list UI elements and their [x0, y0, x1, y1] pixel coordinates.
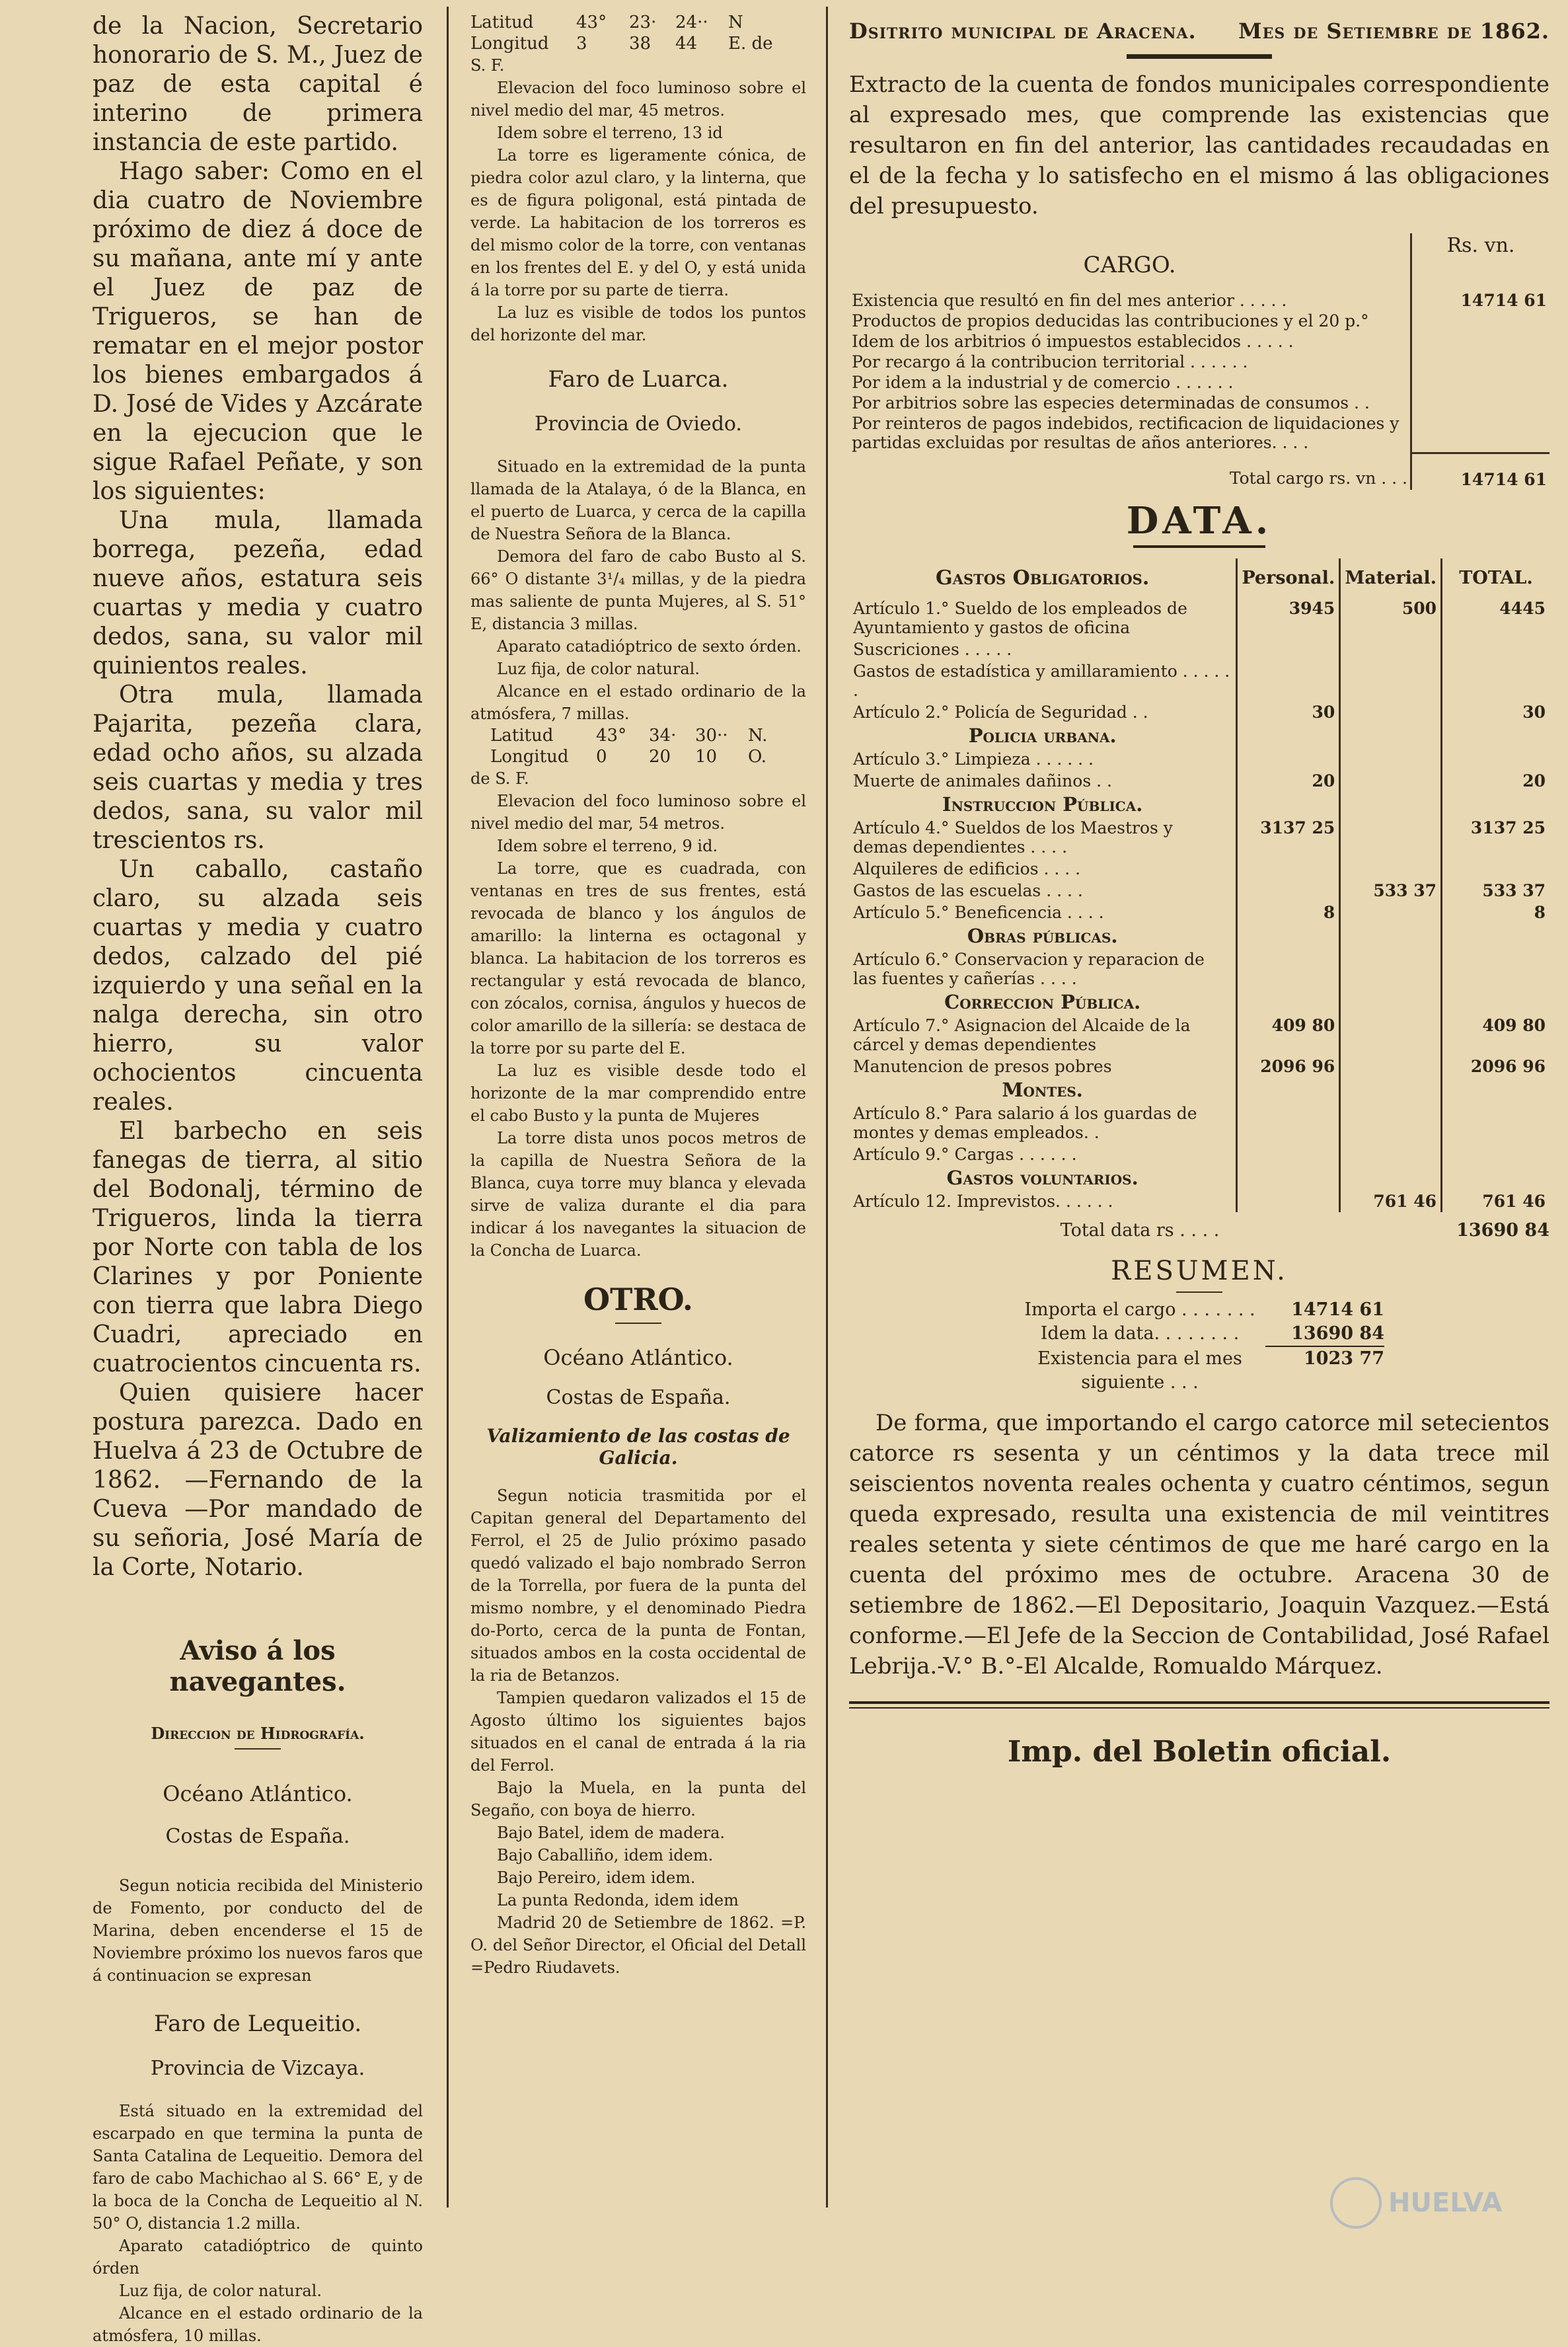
material-value — [1340, 817, 1442, 858]
stamp-text: HUELVA — [1388, 2188, 1503, 2218]
personal-value — [1237, 1190, 1340, 1212]
table-row — [849, 1102, 1549, 1143]
section-heading: Valizamiento de las costas de Galicia. — [486, 1425, 790, 1469]
total-value — [1442, 1102, 1550, 1143]
section-heading: Instruccion Pública. — [942, 792, 1143, 816]
longitude-row — [470, 33, 806, 54]
header-date: Mes de Setiembre de 1862. — [1238, 19, 1549, 44]
total-value — [1442, 948, 1550, 989]
table-row — [849, 1056, 1549, 1077]
material-value — [1340, 902, 1442, 923]
paragraph: Bajo Batel, idem de madera. — [497, 1824, 726, 1842]
material-value — [1340, 660, 1442, 701]
material-value — [1340, 948, 1442, 989]
paragraph: S. F. — [470, 56, 505, 75]
table-row — [849, 393, 1549, 413]
total-value — [1442, 660, 1550, 701]
paragraph: Está situado en la extremidad del escarpado en que termina la punta de Santa Catalina de Lequeitio. Demora del faro de cabo Machichao al S. 66° E, y de la boca de la Concha de Lequeitio al N. 50° O, distancia 1.2 milla. — [93, 2102, 423, 2233]
total-value — [1442, 748, 1550, 770]
table-row — [849, 880, 1549, 902]
table-row — [849, 352, 1549, 372]
row-label: Artículo 3.° Limpieza . . . . . . — [853, 749, 1094, 769]
section-row — [849, 1077, 1549, 1102]
personal-value — [1237, 880, 1340, 902]
total-value: 761 46 — [1442, 1190, 1550, 1212]
empty-cell — [1340, 923, 1442, 948]
row-label: Artículo 9.° Cargas . . . . . . — [853, 1144, 1077, 1164]
row-label: Artículo 8.° Para salario á los guardas de montes y demas empleados. . — [853, 1103, 1197, 1142]
row-label: Alquileres de edificios . . . . — [853, 859, 1081, 878]
paragraph: El barbecho en seis fanegas de tierra, al sitio del Bodonalj, término de Trigueros, linda la tierra por Norte con tabla de los Clarines y por Poniente con tierra que labra Diego Cuadri, apreciado en cuatrocientos cincuenta rs. — [93, 1118, 423, 1377]
table-row — [849, 597, 1549, 638]
cargo-label: Por arbitrios sobre las especies determinadas de consumos . . — [852, 393, 1370, 412]
empty-cell — [1340, 1165, 1442, 1190]
total-data-value: 13690 84 — [1456, 1219, 1549, 1241]
section-heading: Faro de Luarca. — [548, 366, 729, 393]
coord-value: 20 — [649, 747, 671, 767]
section-row — [849, 1165, 1549, 1190]
total-value: 409 80 — [1442, 1015, 1550, 1056]
divider — [1127, 54, 1272, 59]
table-row — [849, 638, 1549, 660]
section-heading: Costas de España. — [546, 1386, 731, 1409]
row-label: Artículo 1.° Sueldo de los empleados de Ayuntamiento y gastos de oficina — [853, 598, 1187, 637]
cargo-label: Existencia que resultó en fin del mes anterior . . . . . — [852, 291, 1287, 310]
paragraph: de S. F. — [470, 769, 529, 788]
coord-value: E. de — [728, 34, 773, 54]
paragraph: La torre dista unos pocos metros de la capilla de Nuestra Señora de la Blanca, cuya torre muy blanca y elevada sirve de valiza durante el dia para indicar á los navegantes la situacion de la Concha de Luarca. — [470, 1129, 806, 1260]
coord-label: Latitud — [490, 726, 554, 746]
paragraph: Elevacion del foco luminoso sobre el nivel medio del mar, 54 metros. — [470, 792, 806, 833]
empty-cell — [1442, 792, 1550, 817]
coord-value: 43° — [576, 13, 607, 32]
table-row — [849, 817, 1549, 858]
coord-value: 10 — [695, 747, 718, 767]
cargo-label: Por recargo á la contribucion territorial . . . . . . — [852, 352, 1248, 371]
divider — [1176, 1291, 1222, 1293]
column-2 — [470, 12, 806, 1979]
row-label: Muerte de animales dañinos . . — [853, 771, 1112, 790]
coord-label: Longitud — [490, 747, 569, 767]
total-cargo-label: Total cargo rs. vn . . . — [1229, 469, 1407, 488]
paragraph: Bajo la Muela, en la punta del Segaño, con boya de hierro. — [470, 1779, 806, 1820]
resumen-label: Idem la data. . . . . . . . — [1040, 1323, 1240, 1344]
section-row — [849, 989, 1549, 1015]
resumen-value: 1023 77 — [1303, 1348, 1384, 1369]
table-row — [849, 770, 1549, 792]
row-label: Artículo 12. Imprevistos. . . . . . — [853, 1191, 1113, 1211]
empty-cell — [1442, 723, 1550, 748]
row-label: Artículo 7.° Asignacion del Alcaide de la cárcel y demas dependientes — [853, 1015, 1191, 1054]
row-label: Artículo 2.° Policía de Seguridad . . — [853, 702, 1148, 722]
material-value: 533 37 — [1340, 880, 1442, 902]
cargo-title: CARGO. — [1083, 252, 1176, 278]
paragraph: Situado en la extremidad de la punta llamada de la Atalaya, ó de la Blanca, en el puerto de Luarca, y cerca de la capilla de Nuestra Señora de la Blanca. — [470, 457, 806, 543]
personal-value — [1237, 1143, 1340, 1165]
longitude-row — [470, 746, 806, 767]
latitude-row — [470, 725, 806, 746]
table-row — [849, 1143, 1549, 1165]
material-value — [1340, 770, 1442, 792]
paragraph: Idem sobre el terreno, 9 id. — [497, 837, 718, 855]
total-value — [1442, 1143, 1550, 1165]
section-heading: Policia urbana. — [968, 724, 1117, 747]
coord-value: 30·· — [695, 726, 728, 746]
seal-icon — [1330, 2177, 1382, 2229]
empty-cell — [1237, 792, 1340, 817]
column-divider — [826, 7, 828, 2208]
row-label: Suscriciones . . . . . — [853, 639, 1012, 659]
table-row — [849, 311, 1549, 331]
paragraph: La luz es visible de todos los puntos del horizonte del mar. — [470, 303, 806, 344]
total-data-row — [849, 1219, 1549, 1243]
personal-value: 20 — [1237, 770, 1340, 792]
total-value: 533 37 — [1442, 880, 1550, 902]
paragraph: Aparato catadióptrico de sexto órden. — [497, 637, 802, 656]
library-stamp — [1330, 2176, 1542, 2229]
coord-value: N. — [748, 726, 768, 746]
paragraph: Una mula, llamada borrega, pezeña, edad nueve años, estatura seis cuartas y media y cuatro dedos, sana, su valor mil quinientos reales. — [93, 507, 423, 679]
cargo-value — [1411, 413, 1550, 453]
divider — [1133, 545, 1265, 548]
material-value: 761 46 — [1340, 1190, 1442, 1212]
column-1 — [93, 12, 423, 2347]
row-label: Artículo 5.° Beneficencia . . . . — [853, 902, 1104, 922]
paragraph: Bajo Caballiño, idem idem. — [497, 1846, 714, 1865]
empty-cell — [1237, 923, 1340, 948]
paragraph: Hago saber: Como en el dia cuatro de Noviembre próximo de diez á doce de su mañana, ante mí y ante el Juez de paz de Trigueros, se han de rematar en el mejor postor los bienes embargados á D. José de Vides y Azcárate en la ejecucion que le sigue Rafael Peñate, y son los siguientes: — [93, 158, 423, 505]
table-row — [849, 1015, 1549, 1056]
paragraph: La punta Redonda, idem idem — [497, 1891, 739, 1909]
extract-paragraph: Extracto de la cuenta de fondos municipales correspondiente al expresado mes, que comprende las existencias que resultaron en fin del anterior, las cantidades recaudadas en el de la fecha y lo satisfecho en el mismo á las obligaciones del presupuesto. — [849, 71, 1549, 219]
resumen-row — [1014, 1322, 1384, 1347]
printer-imprint: Imp. del Boletin oficial. — [1007, 1734, 1392, 1769]
section-heading: OTRO. — [583, 1282, 693, 1317]
cargo-label: Por idem a la industrial y de comercio . . . . . . — [852, 373, 1234, 392]
paragraph: Bajo Pereiro, idem idem. — [497, 1868, 696, 1887]
table-row — [849, 948, 1549, 989]
paragraph: Alcance en el estado ordinario de la atmósfera, 7 millas. — [470, 682, 806, 723]
empty-cell — [1340, 723, 1442, 748]
coord-value: 0 — [596, 747, 607, 767]
material-value — [1340, 1056, 1442, 1077]
coord-value: 23· — [629, 13, 657, 32]
table-row — [849, 902, 1549, 923]
page-header — [849, 19, 1549, 44]
section-heading: Direccion de Hidrografía. — [151, 1724, 365, 1743]
total-value: 8 — [1442, 902, 1550, 923]
resumen-value: 13690 84 — [1265, 1322, 1384, 1347]
empty-cell — [1442, 989, 1550, 1015]
total-header: TOTAL. — [1442, 558, 1550, 597]
section-heading: Faro de Lequeitio. — [153, 2011, 362, 2037]
paragraph: Luz fija, de color natural. — [497, 660, 700, 678]
coord-value: N — [728, 13, 743, 32]
personal-value: 8 — [1237, 902, 1340, 923]
header-district: Dsitrito municipal de Aracena. — [849, 19, 1197, 44]
paragraph: Madrid 20 de Setiembre de 1862. =P. O. del Señor Director, el Oficial del Detall =Pedro Riudavets. — [470, 1913, 806, 1977]
cargo-value — [1411, 372, 1550, 393]
material-value — [1340, 1015, 1442, 1056]
row-label: Gastos de estadística y amillaramiento . . . . . . — [853, 661, 1230, 700]
total-cargo-value: 14714 61 — [1411, 453, 1550, 490]
section-heading: Costas de España. — [165, 1825, 350, 1848]
row-label: Manutencion de presos pobres — [853, 1056, 1112, 1076]
table-row — [849, 858, 1549, 880]
section-heading: Gastos voluntarios. — [946, 1166, 1139, 1189]
total-value: 2096 96 — [1442, 1056, 1550, 1077]
cargo-label: Por reinteros de pagos indebidos, rectificacion de liquidaciones y partidas excluidas por resultas de años anteriores. . . . — [852, 414, 1400, 452]
divider — [615, 1323, 661, 1324]
cargo-table — [849, 233, 1549, 490]
coord-label: Longitud — [470, 34, 549, 54]
cargo-value: 14714 61 — [1411, 290, 1550, 311]
paragraph: La luz es visible desde todo el horizonte de la mar comprendido entre el cabo Busto y la punta de Mujeres — [470, 1061, 806, 1125]
gastos-header: Gastos Obligatorios. — [936, 566, 1150, 590]
coord-value: 43° — [596, 726, 627, 746]
table-row — [849, 331, 1549, 352]
closing-paragraph: De forma, que importando el cargo catorce mil setecientos catorce rs sesenta y un céntimos y la data trece mil seiscientos noventa reales ochenta y cuatro céntimos, segun queda expresado, resulta una existencia de mil veintitres reales setenta y siete céntimos de que me haré cargo en la cuenta del próximo mes de octubre. Aracena 30 de setiembre de 1862.—El Depositario, Joaquin Vazquez.—Está conforme.—El Jefe de la Seccion de Contabilidad, José Rafael Lebrija.-V.° B.°-El Alcalde, Romualdo Márquez. — [849, 1409, 1549, 1679]
material-value — [1340, 1143, 1442, 1165]
paragraph: Un caballo, castaño claro, su alzada seis cuartas y media y cuatro dedos, calzado del pié izquierdo y una señal en la nalga derecha, sin otro hierro, su valor ochocientos cincuenta reales. — [93, 856, 423, 1116]
paragraph: Segun noticia recibida del Ministerio de Fomento, por conducto del de Marina, deben encenderse el 15 de Noviembre próximo los nuevos faros que á continuacion se expresan — [93, 1876, 423, 1985]
paragraph: Quien quisiere hacer postura parezca. Dado en Huelva á 23 de Octubre de 1862. —Fernando de la Cueva —Por mandado de su señoria, José María de la Corte, Notario. — [93, 1379, 423, 1581]
row-label: Artículo 4.° Sueldos de los Maestros y demas dependientes . . . . — [853, 818, 1173, 857]
total-value — [1442, 638, 1550, 660]
resumen-row — [1014, 1298, 1384, 1322]
table-row — [849, 1190, 1549, 1212]
total-value — [1442, 858, 1550, 880]
paragraph: La torre es ligeramente cónica, de piedra color azul claro, y la linterna, que es de figura poligonal, está pintada de verde. La habitacion de los torreros es del mismo color de la torre, con ventanas en los frentes del E. y del O, y está unida á la torre por su parte de tierra. — [470, 146, 806, 299]
empty-cell — [1442, 1165, 1550, 1190]
table-row — [849, 372, 1549, 393]
personal-value — [1237, 858, 1340, 880]
personal-value — [1237, 948, 1340, 989]
personal-value — [1237, 660, 1340, 701]
total-value: 20 — [1442, 770, 1550, 792]
material-value — [1340, 748, 1442, 770]
empty-cell — [1237, 1165, 1340, 1190]
section-heading: Obras públicas. — [967, 924, 1118, 947]
coord-value: 24·· — [675, 13, 708, 32]
cargo-value — [1411, 352, 1550, 372]
section-heading: Montes. — [1002, 1078, 1083, 1101]
divider — [235, 1748, 281, 1750]
table-row — [849, 453, 1549, 490]
empty-cell — [1340, 989, 1442, 1015]
paragraph: de la Nacion, Secretario honorario de S. M., Juez de paz de esta capital é interino de primera instancia de este partido. — [93, 13, 423, 156]
material-value — [1340, 1102, 1442, 1143]
coord-label: Latitud — [470, 13, 534, 32]
empty-cell — [1442, 923, 1550, 948]
divider — [849, 1701, 1549, 1709]
section-row — [849, 723, 1549, 748]
paragraph: Idem sobre el terreno, 13 id — [497, 124, 723, 142]
personal-value: 2096 96 — [1237, 1056, 1340, 1077]
data-title: DATA. — [1126, 498, 1273, 543]
cargo-value — [1411, 331, 1550, 352]
material-value — [1340, 858, 1442, 880]
personal-value — [1237, 748, 1340, 770]
personal-value: 3137 25 — [1237, 817, 1340, 858]
resumen-value: 14714 61 — [1291, 1299, 1384, 1320]
empty-cell — [1340, 1077, 1442, 1102]
paragraph: Luz fija, de color natural. — [119, 2282, 322, 2300]
personal-value: 3945 — [1237, 597, 1340, 638]
section-row — [849, 792, 1549, 817]
personal-header: Personal. — [1237, 558, 1340, 597]
paragraph: Alcance en el estado ordinario de la atmósfera, 10 millas. — [93, 2304, 423, 2345]
paragraph: Otra mula, llamada Pajarita, pezeña clara, edad ocho años, su alzada seis cuartas y media y tres dedos, sana, su valor mil trescientos rs. — [93, 681, 423, 854]
material-value — [1340, 701, 1442, 723]
table-row — [849, 413, 1549, 453]
paragraph: Elevacion del foco luminoso sobre el nivel medio del mar, 45 metros. — [470, 79, 806, 120]
resumen-label: Importa el cargo . . . . . . . — [1024, 1299, 1255, 1320]
total-value: 30 — [1442, 701, 1550, 723]
empty-cell — [1442, 1077, 1550, 1102]
row-label: Gastos de las escuelas . . . . — [853, 880, 1083, 900]
cargo-value — [1411, 311, 1550, 331]
paragraph: Aparato catadióptrico de quinto órden — [93, 2237, 423, 2278]
section-row — [849, 923, 1549, 948]
rs-vn-header: Rs. vn. — [1411, 233, 1550, 290]
table-row — [849, 701, 1549, 723]
paragraph: Tampien quedaron valizados el 15 de Agosto último los siguientes bajos situados en el canal de entrada á la ria del Ferrol. — [470, 1689, 806, 1775]
column-3 — [849, 19, 1549, 1798]
cargo-label: Productos de propios deducidas las contribuciones y el 20 p.° — [852, 311, 1369, 330]
resumen-row — [1014, 1347, 1384, 1395]
material-value — [1340, 638, 1442, 660]
material-header: Material. — [1340, 558, 1442, 597]
total-value: 3137 25 — [1442, 817, 1550, 858]
cargo-value — [1411, 393, 1550, 413]
paragraph: La torre, que es cuadrada, con ventanas en tres de sus frentes, está revocada de blanco y los ángulos de amarillo: la linterna es octagonal y blanca. La habitacion de los torreros es rectangular y está revocada de blanco, con zócalos, cornisa, ángulos y huecos de color amarillo de la sillería: se destaca de la torre por su parte del E. — [470, 859, 806, 1058]
personal-value — [1237, 1102, 1340, 1143]
cargo-label: Idem de los arbitrios ó impuestos establecidos . . . . . — [852, 332, 1294, 351]
coord-value: 38 — [629, 34, 652, 54]
resumen-block — [1014, 1298, 1384, 1395]
material-value: 500 — [1340, 597, 1442, 638]
resumen-title: RESUMEN. — [1111, 1255, 1288, 1286]
latitude-row — [470, 12, 806, 33]
personal-value — [1237, 638, 1340, 660]
paragraph: Segun noticia trasmitida por el Capitan general del Departamento del Ferrol, el 25 de Julio próximo pasado quedó valizado el bajo nombrado Serron de la Torrella, por fuera de la punta del mismo nombre, y el denominado Piedra do-Porto, cerca de la punta de Fontan, situados ambos en la costa occidental de la ria de Betanzos. — [470, 1486, 806, 1685]
paragraph: Demora del faro de cabo Busto al S. 66° O distante 3¹/₄ millas, y de la piedra mas saliente de punta Mujeres, al S. 51° E, distancia 3 millas. — [470, 547, 806, 633]
total-data-label: Total data rs . . . . — [1060, 1219, 1220, 1241]
coord-value: 44 — [675, 34, 698, 54]
section-heading: Provincia de Vizcaya. — [150, 2057, 365, 2080]
resumen-label: Existencia para el mes siguiente . . . — [1037, 1348, 1242, 1393]
table-row — [849, 748, 1549, 770]
total-value: 4445 — [1442, 597, 1550, 638]
data-table — [849, 558, 1549, 1212]
empty-cell — [1237, 723, 1340, 748]
empty-cell — [1340, 792, 1442, 817]
personal-value: 409 80 — [1237, 1015, 1340, 1056]
section-heading: Provincia de Oviedo. — [535, 412, 742, 436]
section-heading: Océano Atlántico. — [543, 1345, 733, 1370]
table-row — [849, 660, 1549, 701]
empty-cell — [1237, 1077, 1340, 1102]
empty-cell — [1237, 989, 1340, 1015]
column-divider — [447, 7, 449, 2208]
section-heading: Océano Atlántico. — [163, 1781, 353, 1806]
coord-value: 34· — [649, 726, 677, 746]
table-row — [849, 290, 1549, 311]
coord-value: O. — [748, 747, 767, 767]
aviso-title: Aviso á los navegantes. — [169, 1635, 346, 1697]
row-label: Artículo 6.° Conservacion y reparacion de las fuentes y cañerías . . . . — [853, 949, 1205, 988]
section-heading: Correccion Pública. — [944, 990, 1141, 1013]
personal-value: 30 — [1237, 701, 1340, 723]
coord-value: 3 — [576, 34, 587, 54]
